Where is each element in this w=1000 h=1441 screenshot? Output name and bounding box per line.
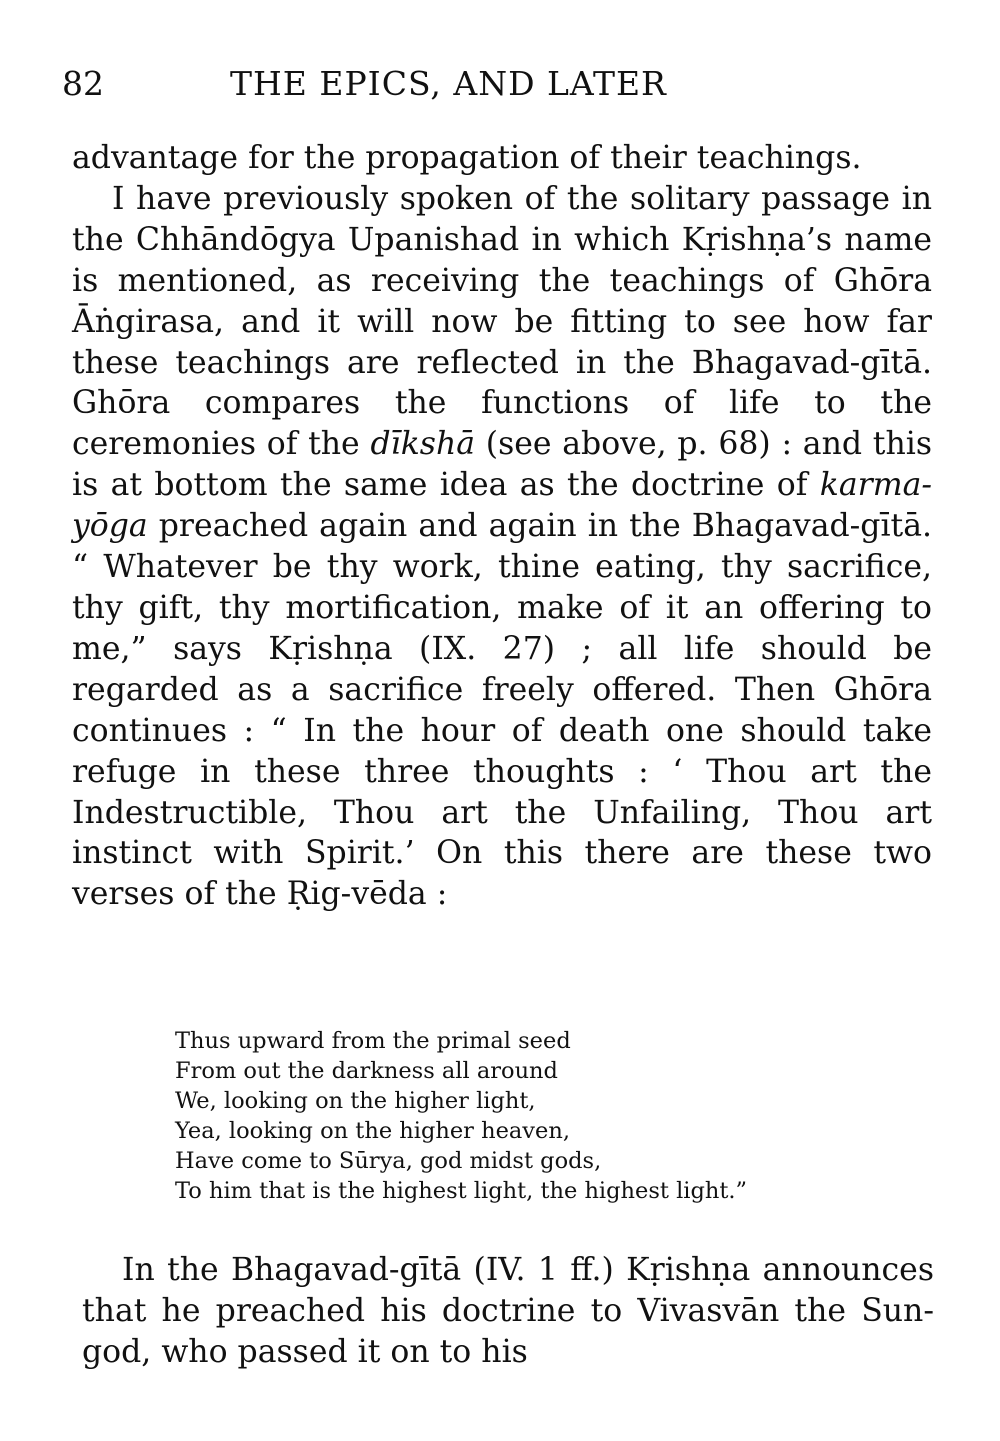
main-text — [72, 138, 932, 915]
term-diksha: dīkshā — [370, 426, 476, 463]
verse-line: Yea, looking on the higher heaven, — [175, 1118, 570, 1144]
closing-text — [82, 1250, 934, 1373]
verse-line: Have come to Sūrya, god midst gods, — [175, 1148, 602, 1174]
rig-veda-verse — [175, 1026, 915, 1206]
paragraph-ghora-part-c: preached again and again in the Bhagavad-gītā. “ Whatever be thy work, thine eating, thy sacrifice, thy gift, thy mortification, make of it an offering to me,” says Kṛishṇa (IX. 27) ; all life should be regarded as a sacrifice freely offered. Then Ghōra continues : “ In the hour of death one should take refuge in these three thoughts : ‘ Thou art the Indestructible, Thou art the Unfailing, Thou art instinct with Spirit.’ On this there are these two verses of the Ṛig-vēda : — [72, 508, 932, 913]
paragraph-ghora-part-a: I have previously spoken of the solitary passage in the Chhāndōgya Upanishad in which Kṛishṇa’s name is mentioned, as receiving the teachings of Ghōra Āṅgirasa, and it will now be fitting to see how far these teachings are reflected in the Bhagavad-gītā. Ghōra compares the functions of life to the ceremonies of the — [72, 180, 932, 463]
running-title: THE EPICS, AND LATER — [230, 64, 667, 103]
verse-line: We, looking on the higher light, — [175, 1088, 536, 1114]
verse-line: To him that is the highest light, the highest light.” — [175, 1178, 748, 1204]
paragraph-continuation: advantage for the propagation of their teachings. — [72, 140, 862, 176]
paragraph-ghora-part-b: (see above, p. 68) : and this is at bottom the same idea as the doctrine of — [72, 426, 932, 504]
verse-line: From out the darkness all around — [175, 1058, 558, 1084]
verse-line: Thus upward from the primal seed — [175, 1028, 571, 1054]
paragraph-ghora — [72, 179, 932, 915]
page-number: 82 — [62, 64, 104, 103]
term-karma-yoga: karma-yōga — [72, 467, 932, 545]
running-head — [62, 62, 942, 106]
paragraph-vivasvan: In the Bhagavad-gītā (IV. 1 ff.) Kṛishṇa announces that he preached his doctrine to Vivasvān the Sun-god, who passed it on to his — [82, 1252, 934, 1370]
